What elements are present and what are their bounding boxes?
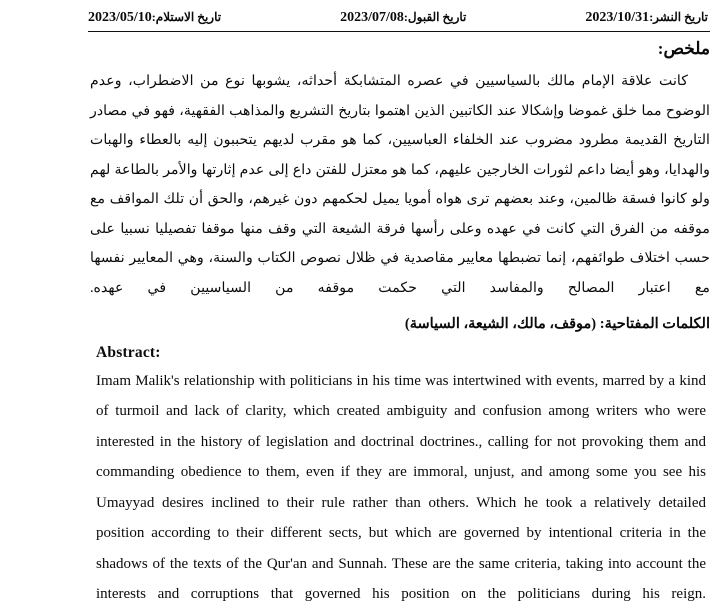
acceptance-date [340,9,466,26]
publication-dates-row [88,9,708,26]
english-abstract-body-text: Imam Malik's relationship with politicians in his time was intertwined with events, marred by a kind of turmoil and lack of clarity, which created ambiguity and confusion among writers who were interested in the history of legislation and doctrinal doctrines., calling for not provoking them and commanding obedience to them, even if they are immoral, unjust, and among some you see his Umayyad desires inclined to their rule rather than others. Which he took a relatively detailed position according to their different sects, but which are governed by intentional criteria in the shadows of the texts of the Qur'an and Sunnah. These are the same criteria, taking into account the interests [96,373,706,603]
english-abstract-clipped-line: and corruptions that governed his position on the politicians during his reign. [157,586,706,603]
acceptance-date-value: 2023/07/08 [340,10,404,25]
arabic-abstract-heading: ملخص: [657,39,710,58]
arabic-abstract-body: كانت علاقة الإمام مالك بالسياسيين في عصره المتشابكة أحداثه، يشوبها نوع من الاضطراب، وعدم الوضوح مما خلق غموضا وإشكالا عند الكاتبين الذين اهتموا بتاريخ التشريع والمذاهب الفقهية، فهو في مصادر التاريخ القديمة مطرود مضروب عند الخلفاء العباسيين، كما هو مقرب لديهم يتحببون إليه بالعطاء والهبات والهدايا، وهو أيضا داعم لثورات الخارجين عليهم، كما هو معتزل للفتن داع إلى عدم إثارتها والأمر بالطاعة لهم ولو كانوا فسقة ظالمين، وعند بعضهم ترى هواه أمويا يميل لحكمهم دون غيرهم، والحق أن تلك المواقف مع موقفه من الفرق التي كانت في عهده وعلى رأسها فرقة الشيعة التي وقف منها موقفا تفصيليا نسبيا على حسب اختلاف طوائفهم، إنما تضبطها معايير مقاصدية في ظلال نصوص الكتاب والسنة، وهي المعايير نفسها مع اعتبار المصالح والمفاسد التي حكمت موقفه من السياسيين في عهده. [90,73,710,296]
publication-date-label: تاريخ النشر: [649,10,708,24]
received-date-value: 2023/05/10 [88,10,152,25]
publication-date-value: 2023/10/31 [585,10,650,25]
english-abstract-section [96,344,706,610]
arabic-keywords-value: (موقف، مالك، الشيعة، السياسة) [404,316,597,333]
acceptance-date-label: تاريخ القبول: [403,10,467,24]
arabic-keywords [90,313,710,336]
english-abstract-body [96,366,706,610]
received-date [88,9,221,26]
publication-date [585,9,708,26]
received-date-label: تاريخ الاستلام: [151,10,222,24]
english-abstract-heading: Abstract: [96,344,161,361]
header-divider [88,31,710,32]
arabic-abstract-section [90,38,710,337]
arabic-keywords-label: الكلمات المفتاحية: [599,316,710,333]
